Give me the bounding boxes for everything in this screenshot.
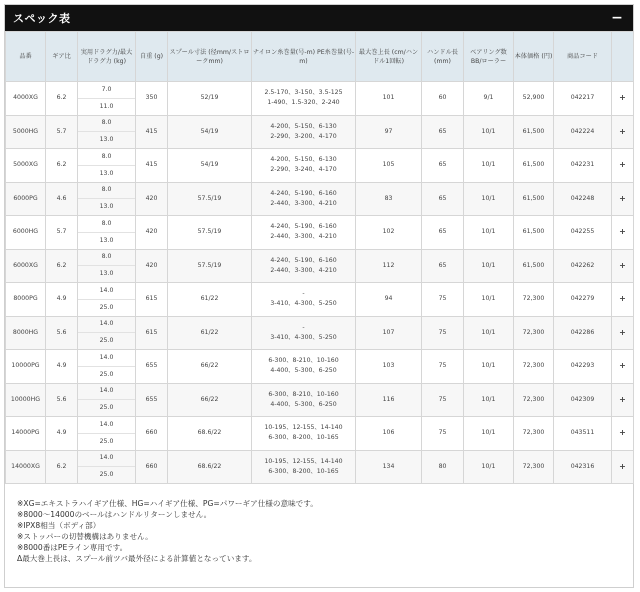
footnote-line: ※8000番はPEライン専用です。 xyxy=(17,543,128,552)
max-drag-value: 25.0 xyxy=(99,471,114,479)
nylon-capacity: 4-200、5-150、6-130 xyxy=(270,156,337,164)
table-row xyxy=(6,82,634,116)
gear-ratio-cell: 5.7 xyxy=(46,216,78,250)
practical-drag-value: 14.0 xyxy=(78,384,135,401)
practical-drag-value: 7.0 xyxy=(78,82,135,99)
expand-row-button[interactable]: + xyxy=(612,182,634,216)
expand-row-button[interactable]: + xyxy=(612,316,634,350)
bearing-cell: 10/1 xyxy=(464,216,514,250)
line-capacity-cell xyxy=(252,82,356,116)
model-cell: 6000HG xyxy=(6,216,46,250)
weight-cell: 655 xyxy=(136,383,168,417)
practical-drag-value: 8.0 xyxy=(78,216,135,233)
max-drag-value: 25.0 xyxy=(99,303,114,311)
max-drag-value: 13.0 xyxy=(99,136,114,144)
max-retrieve-cell: 116 xyxy=(356,383,422,417)
pe-capacity: 1-490、1.5-320、2-240 xyxy=(267,99,340,107)
line-capacity-cell xyxy=(252,350,356,384)
nylon-capacity: 6-300、8-210、10-160 xyxy=(268,390,339,398)
handle-length-cell: 75 xyxy=(422,417,464,451)
product-code-cell: 043511 xyxy=(554,417,612,451)
column-header: ナイロン糸巻量(号-m) PE糸巻量(号-m) xyxy=(252,32,356,82)
handle-length-cell: 75 xyxy=(422,316,464,350)
bearing-cell: 9/1 xyxy=(464,82,514,116)
model-cell: 6000XG xyxy=(6,249,46,283)
expand-row-button[interactable]: + xyxy=(612,115,634,149)
footnote-line: ※XG=エキストラハイギア仕様、HG=ハイギア仕様、PG=パワーギア仕様の意味です。 xyxy=(17,499,318,508)
model-cell: 6000PG xyxy=(6,182,46,216)
max-retrieve-cell: 103 xyxy=(356,350,422,384)
price-cell: 61,500 xyxy=(514,249,554,283)
bearing-cell: 10/1 xyxy=(464,316,514,350)
drag-cell xyxy=(78,316,136,350)
bearing-cell: 10/1 xyxy=(464,417,514,451)
spool-size-cell: 57.5/19 xyxy=(168,182,252,216)
nylon-capacity: 4-240、5-190、6-160 xyxy=(270,256,337,264)
line-capacity-cell xyxy=(252,149,356,183)
gear-ratio-cell: 5.6 xyxy=(46,316,78,350)
max-drag-value: 13.0 xyxy=(99,169,114,177)
weight-cell: 655 xyxy=(136,350,168,384)
practical-drag-value: 14.0 xyxy=(78,317,135,334)
expand-row-button[interactable]: + xyxy=(612,149,634,183)
weight-cell: 420 xyxy=(136,216,168,250)
table-row xyxy=(6,149,634,183)
column-header: スプール寸法 (径mm/ストロークmm) xyxy=(168,32,252,82)
table-row xyxy=(6,350,634,384)
pe-capacity: 3-410、4-300、5-250 xyxy=(270,333,337,341)
gear-ratio-cell: 5.6 xyxy=(46,383,78,417)
expand-row-button[interactable]: + xyxy=(612,283,634,317)
weight-cell: 415 xyxy=(136,115,168,149)
table-row xyxy=(6,216,634,250)
column-header: 自重 (g) xyxy=(136,32,168,82)
model-cell: 8000HG xyxy=(6,316,46,350)
footnote-line: Δ最大巻上長は、スプール前ツバ最外径による計算値となっています。 xyxy=(17,554,257,563)
nylon-capacity: - xyxy=(302,290,305,298)
price-cell: 61,500 xyxy=(514,149,554,183)
table-row xyxy=(6,115,634,149)
expand-row-button[interactable]: + xyxy=(612,249,634,283)
nylon-capacity: 2.5-170、3-150、3.5-125 xyxy=(264,89,343,97)
pe-capacity: 6-300、8-200、10-165 xyxy=(268,467,339,475)
price-cell: 61,500 xyxy=(514,182,554,216)
line-capacity-cell xyxy=(252,450,356,484)
product-code-cell: 042262 xyxy=(554,249,612,283)
nylon-capacity: 10-195、12-155、14-140 xyxy=(264,424,343,432)
drag-cell xyxy=(78,249,136,283)
drag-cell xyxy=(78,82,136,116)
expand-row-button[interactable]: + xyxy=(612,383,634,417)
product-code-cell: 042316 xyxy=(554,450,612,484)
spec-panel xyxy=(4,4,634,588)
handle-length-cell: 75 xyxy=(422,350,464,384)
product-code-cell: 042286 xyxy=(554,316,612,350)
bearing-cell: 10/1 xyxy=(464,182,514,216)
table-row xyxy=(6,316,634,350)
gear-ratio-cell: 4.6 xyxy=(46,182,78,216)
table-body xyxy=(6,82,634,484)
spool-size-cell: 57.5/19 xyxy=(168,249,252,283)
max-drag-value: 25.0 xyxy=(99,437,114,445)
product-code-cell: 042279 xyxy=(554,283,612,317)
handle-length-cell: 80 xyxy=(422,450,464,484)
expand-row-button[interactable]: + xyxy=(612,417,634,451)
expand-row-button[interactable]: + xyxy=(612,216,634,250)
max-drag-value: 25.0 xyxy=(99,370,114,378)
max-retrieve-cell: 97 xyxy=(356,115,422,149)
max-retrieve-cell: 112 xyxy=(356,249,422,283)
bearing-cell: 10/1 xyxy=(464,249,514,283)
product-code-cell: 042309 xyxy=(554,383,612,417)
pe-capacity: 4-400、5-300、6-250 xyxy=(270,400,337,408)
practical-drag-value: 14.0 xyxy=(78,451,135,468)
weight-cell: 420 xyxy=(136,249,168,283)
practical-drag-value: 8.0 xyxy=(78,250,135,267)
expand-row-button[interactable]: + xyxy=(612,450,634,484)
practical-drag-value: 14.0 xyxy=(78,417,135,434)
handle-length-cell: 65 xyxy=(422,249,464,283)
weight-cell: 615 xyxy=(136,316,168,350)
spool-size-cell: 66/22 xyxy=(168,383,252,417)
price-cell: 72,300 xyxy=(514,350,554,384)
nylon-capacity: 6-300、8-210、10-160 xyxy=(268,357,339,365)
gear-ratio-cell: 6.2 xyxy=(46,149,78,183)
max-drag-value: 25.0 xyxy=(99,337,114,345)
nylon-capacity: 4-200、5-150、6-130 xyxy=(270,122,337,130)
drag-cell xyxy=(78,383,136,417)
weight-cell: 660 xyxy=(136,417,168,451)
gear-ratio-cell: 4.9 xyxy=(46,283,78,317)
product-code-cell: 042255 xyxy=(554,216,612,250)
table-row xyxy=(6,283,634,317)
pe-capacity: 6-300、8-200、10-165 xyxy=(268,434,339,442)
model-cell: 4000XG xyxy=(6,82,46,116)
bearing-cell: 10/1 xyxy=(464,115,514,149)
gear-ratio-cell: 6.2 xyxy=(46,450,78,484)
max-retrieve-cell: 105 xyxy=(356,149,422,183)
spool-size-cell: 52/19 xyxy=(168,82,252,116)
gear-ratio-cell: 6.2 xyxy=(46,249,78,283)
bearing-cell: 10/1 xyxy=(464,450,514,484)
line-capacity-cell xyxy=(252,283,356,317)
spool-size-cell: 54/19 xyxy=(168,149,252,183)
weight-cell: 415 xyxy=(136,149,168,183)
max-retrieve-cell: 83 xyxy=(356,182,422,216)
footnote-line: ※ストッパーの切替機構はありません。 xyxy=(17,532,153,541)
pe-capacity: 2-290、3-200、4-170 xyxy=(270,132,337,140)
nylon-capacity: 4-240、5-190、6-160 xyxy=(270,223,337,231)
max-retrieve-cell: 94 xyxy=(356,283,422,317)
price-cell: 72,300 xyxy=(514,316,554,350)
spool-size-cell: 54/19 xyxy=(168,115,252,149)
bearing-cell: 10/1 xyxy=(464,350,514,384)
spool-size-cell: 57.5/19 xyxy=(168,216,252,250)
bearing-cell: 10/1 xyxy=(464,283,514,317)
pe-capacity: 2-440、3-300、4-210 xyxy=(270,199,337,207)
footnotes xyxy=(5,484,633,564)
spool-size-cell: 66/22 xyxy=(168,350,252,384)
column-header: 最大巻上長 (cm/ハンドル1回転) xyxy=(356,32,422,82)
line-capacity-cell xyxy=(252,182,356,216)
bearing-cell: 10/1 xyxy=(464,383,514,417)
price-cell: 72,300 xyxy=(514,450,554,484)
drag-cell xyxy=(78,115,136,149)
product-code-cell: 042217 xyxy=(554,82,612,116)
drag-cell xyxy=(78,417,136,451)
weight-cell: 420 xyxy=(136,182,168,216)
nylon-capacity: - xyxy=(302,323,305,331)
practical-drag-value: 8.0 xyxy=(78,183,135,200)
expand-row-button[interactable]: + xyxy=(612,350,634,384)
model-cell: 10000HG xyxy=(6,383,46,417)
price-cell: 72,300 xyxy=(514,283,554,317)
practical-drag-value: 14.0 xyxy=(78,283,135,300)
price-cell: 72,300 xyxy=(514,383,554,417)
line-capacity-cell xyxy=(252,383,356,417)
footnote-line: ※IPX8相当（ボディ部） xyxy=(17,521,101,530)
drag-cell xyxy=(78,182,136,216)
product-code-cell: 042224 xyxy=(554,115,612,149)
column-header: 商品コード xyxy=(554,32,612,82)
drag-cell xyxy=(78,450,136,484)
expand-row-button[interactable]: + xyxy=(612,82,634,116)
column-header: ハンドル長 (mm) xyxy=(422,32,464,82)
max-drag-value: 13.0 xyxy=(99,236,114,244)
price-cell: 61,500 xyxy=(514,115,554,149)
table-header-row xyxy=(6,32,634,82)
weight-cell: 615 xyxy=(136,283,168,317)
table-row xyxy=(6,450,634,484)
max-drag-value: 11.0 xyxy=(99,102,114,110)
table-row xyxy=(6,383,634,417)
column-header: ギア比 xyxy=(46,32,78,82)
column-header xyxy=(612,32,634,82)
spool-size-cell: 68.6/22 xyxy=(168,450,252,484)
model-cell: 8000PG xyxy=(6,283,46,317)
product-code-cell: 042293 xyxy=(554,350,612,384)
price-cell: 52,900 xyxy=(514,82,554,116)
column-header: 品番 xyxy=(6,32,46,82)
product-code-cell: 042231 xyxy=(554,149,612,183)
table-row xyxy=(6,417,634,451)
model-cell: 14000PG xyxy=(6,417,46,451)
spool-size-cell: 61/22 xyxy=(168,283,252,317)
model-cell: 10000PG xyxy=(6,350,46,384)
handle-length-cell: 65 xyxy=(422,182,464,216)
table-row xyxy=(6,182,634,216)
model-cell: 14000XG xyxy=(6,450,46,484)
gear-ratio-cell: 6.2 xyxy=(46,82,78,116)
handle-length-cell: 65 xyxy=(422,216,464,250)
price-cell: 61,500 xyxy=(514,216,554,250)
footnote-line: ※8000～14000のベールはハンドルリターンしません。 xyxy=(17,510,212,519)
handle-length-cell: 75 xyxy=(422,283,464,317)
gear-ratio-cell: 4.9 xyxy=(46,417,78,451)
model-cell: 5000XG xyxy=(6,149,46,183)
panel-title: スペック表 xyxy=(13,12,71,25)
pe-capacity: 2-440、3-300、4-210 xyxy=(270,266,337,274)
product-code-cell: 042248 xyxy=(554,182,612,216)
panel-header xyxy=(5,5,633,31)
price-cell: 72,300 xyxy=(514,417,554,451)
line-capacity-cell xyxy=(252,316,356,350)
drag-cell xyxy=(78,350,136,384)
line-capacity-cell xyxy=(252,249,356,283)
practical-drag-value: 8.0 xyxy=(78,149,135,166)
line-capacity-cell xyxy=(252,115,356,149)
line-capacity-cell xyxy=(252,417,356,451)
handle-length-cell: 65 xyxy=(422,115,464,149)
max-retrieve-cell: 102 xyxy=(356,216,422,250)
practical-drag-value: 14.0 xyxy=(78,350,135,367)
pe-capacity: 4-400、5-300、6-250 xyxy=(270,367,337,375)
handle-length-cell: 65 xyxy=(422,149,464,183)
table-row xyxy=(6,249,634,283)
collapse-icon[interactable]: − xyxy=(611,10,623,26)
gear-ratio-cell: 4.9 xyxy=(46,350,78,384)
drag-cell xyxy=(78,216,136,250)
bearing-cell: 10/1 xyxy=(464,149,514,183)
column-header: 実用ドラグ力/最大ドラグ力 (kg) xyxy=(78,32,136,82)
drag-cell xyxy=(78,149,136,183)
max-drag-value: 13.0 xyxy=(99,270,114,278)
spool-size-cell: 68.6/22 xyxy=(168,417,252,451)
pe-capacity: 2-290、3-240、4-170 xyxy=(270,166,337,174)
gear-ratio-cell: 5.7 xyxy=(46,115,78,149)
weight-cell: 660 xyxy=(136,450,168,484)
max-retrieve-cell: 107 xyxy=(356,316,422,350)
spool-size-cell: 61/22 xyxy=(168,316,252,350)
spec-table xyxy=(5,31,634,484)
nylon-capacity: 10-195、12-155、14-140 xyxy=(264,457,343,465)
max-drag-value: 13.0 xyxy=(99,203,114,211)
weight-cell: 350 xyxy=(136,82,168,116)
nylon-capacity: 4-240、5-190、6-160 xyxy=(270,189,337,197)
column-header: 本体価格 (円) xyxy=(514,32,554,82)
column-header: ベアリング数 BB/ローラー xyxy=(464,32,514,82)
pe-capacity: 2-440、3-300、4-210 xyxy=(270,233,337,241)
line-capacity-cell xyxy=(252,216,356,250)
drag-cell xyxy=(78,283,136,317)
practical-drag-value: 8.0 xyxy=(78,116,135,133)
handle-length-cell: 60 xyxy=(422,82,464,116)
model-cell: 5000HG xyxy=(6,115,46,149)
handle-length-cell: 75 xyxy=(422,383,464,417)
max-retrieve-cell: 101 xyxy=(356,82,422,116)
max-retrieve-cell: 134 xyxy=(356,450,422,484)
pe-capacity: 3-410、4-300、5-250 xyxy=(270,300,337,308)
max-retrieve-cell: 106 xyxy=(356,417,422,451)
max-drag-value: 25.0 xyxy=(99,404,114,412)
